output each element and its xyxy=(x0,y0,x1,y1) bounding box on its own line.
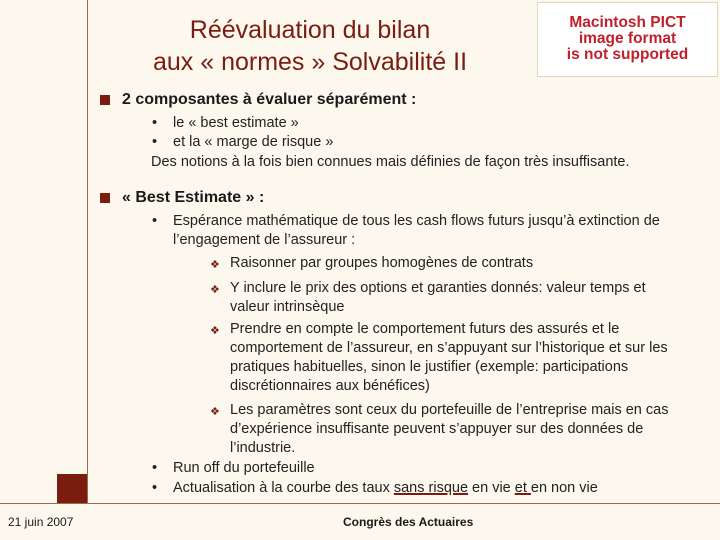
title-line-2: aux « normes » Solvabilité II xyxy=(152,48,468,76)
section2-item-3 xyxy=(173,479,598,498)
footer-event: Congrès des Actuaires xyxy=(343,515,474,529)
slide-title xyxy=(100,14,520,78)
title-line-1: Réévaluation du bilan xyxy=(189,16,431,44)
section2-item-1-line-2: l’engagement de l’assureur : xyxy=(173,232,356,248)
placeholder-line-2: image format xyxy=(578,30,677,47)
diamond-bullet-icon: ❖ xyxy=(210,259,220,271)
sub-item-1: Raisonner par groupes homogènes de contrats xyxy=(230,255,534,271)
sub-item-3-line-4: discrétionnaires aux bénéfices) xyxy=(230,378,430,394)
sub-item-2-line-1: Y inclure le prix des options et garanties donnés: valeur temps et xyxy=(230,280,646,296)
section2-item-2: • Run off du portefeuille xyxy=(173,459,315,478)
sub-item-3-line-2: comportement de l’assureur, en s’appuyant sur l’historique et sur les xyxy=(230,340,668,356)
sub-item-3-line-3: pratiques habituelles, sinon le justifier (exemple: participations xyxy=(230,359,629,375)
item-3-part-1: Actualisation à la courbe des taux xyxy=(173,480,394,496)
section1-heading: 2 composantes à évaluer séparément : xyxy=(122,91,417,108)
item-3-part-3: en non vie xyxy=(530,480,598,496)
placeholder-line-3: is not supported xyxy=(566,46,689,63)
placeholder-line-1: Macintosh PICT xyxy=(569,14,686,31)
sub-item-2-line-2: valeur intrinsèque xyxy=(230,299,345,315)
item-3-underlined-1: sans risque xyxy=(393,480,469,496)
bullet-square-icon xyxy=(100,95,110,105)
footer-date: 21 juin 2007 xyxy=(8,515,74,529)
vertical-rule xyxy=(87,0,88,503)
section1-item-1: • le « best estimate » xyxy=(173,114,299,133)
item-3-part-2: en vie xyxy=(468,480,515,496)
sub-item-4-line-1: Les paramètres sont ceux du portefeuille de l’entreprise mais en cas xyxy=(230,402,669,418)
diamond-bullet-icon: ❖ xyxy=(210,406,220,418)
diamond-bullet-icon: ❖ xyxy=(210,325,220,337)
section2-item-1-line-1: • Espérance mathématique de tous les cash flows futurs jusqu’à extinction de xyxy=(173,212,660,231)
accent-square xyxy=(57,474,87,503)
section1-note: Des notions à la fois bien connues mais définies de façon très insuffisante. xyxy=(151,154,630,170)
bullet-square-icon xyxy=(100,193,110,203)
section2-heading: « Best Estimate » : xyxy=(122,189,265,206)
diamond-bullet-icon: ❖ xyxy=(210,284,220,296)
item-3-underlined-2: et xyxy=(514,480,531,496)
footer-rule xyxy=(0,503,720,504)
unsupported-image-placeholder xyxy=(537,2,718,77)
section1-item-2: • et la « marge de risque » xyxy=(173,133,333,152)
sub-item-4-line-3: l’industrie. xyxy=(230,440,296,456)
sub-item-4-line-2: d’expérience insuffisante peuvent s’appuyer sur des données de xyxy=(230,421,644,437)
sub-item-3-line-1: Prendre en compte le comportement futurs des assurés et le xyxy=(230,321,620,337)
